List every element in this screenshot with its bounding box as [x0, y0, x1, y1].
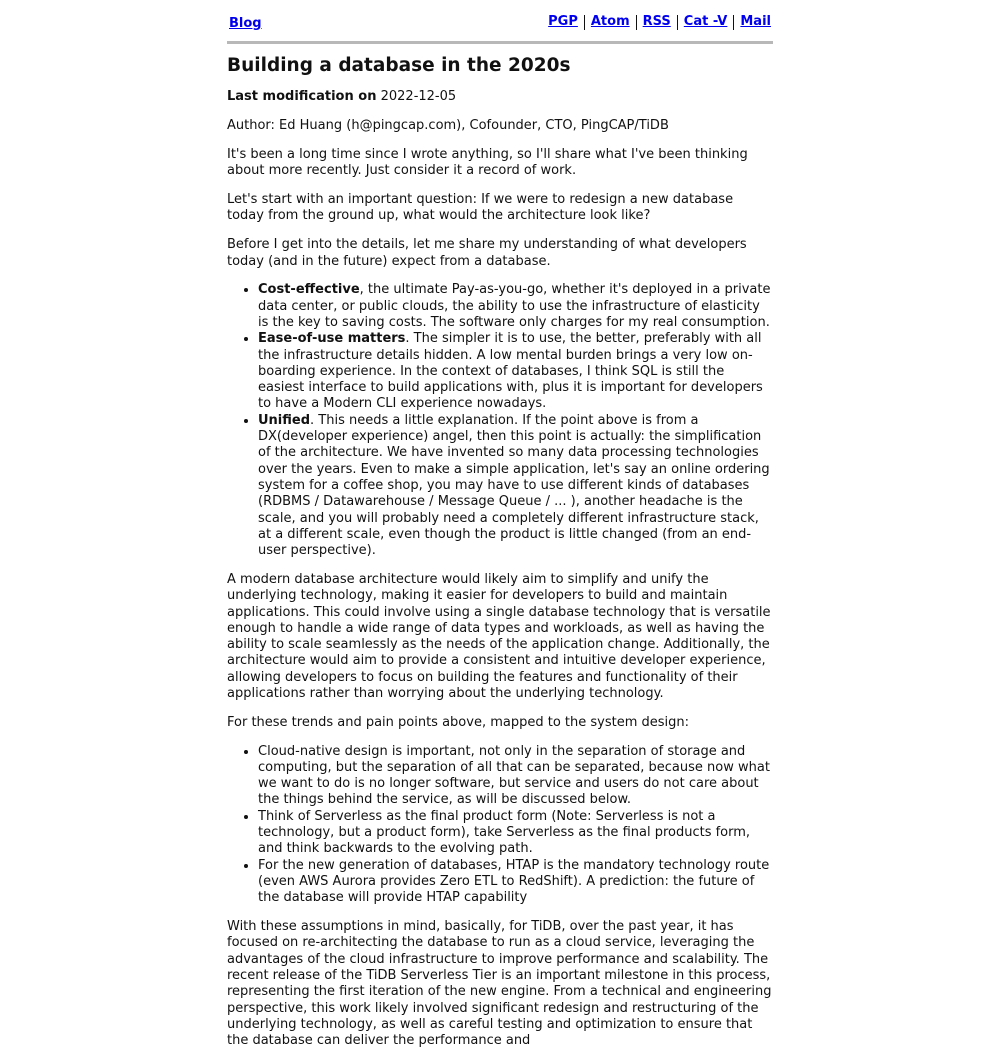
paragraph-tidb: With these assumptions in mind, basically, for TiDB, over the past year, it has focused on re-architecting the database to run as a cloud service, leveraging the advantages of the cloud infrastructure to improve performance and scalability. The recent release of the TiDB Serverless Tier is an important milestone in this process, representing the first iteration of the new engine. From a technical and engineering perspective, this work likely involved significant redesign and restructuring of the underlying technology, as well as careful testing and optimization to ensure that the database can deliver the performance and [227, 919, 772, 1049]
paragraph-architecture: A modern database architecture would likely aim to simplify and unify the underlying technology, making it easier for developers to build and maintain applications. This could involve using a single database technology that is versatile enough to handle a wide range of data types and workloads, as well as having the ability to scale seamlessly as the needs of the application change. Additionally, the architecture would aim to provide a consistent and intuitive developer experience, allowing developers to focus on building the features and functionality of their applications rather than worrying about the underlying technology. [227, 571, 771, 701]
cat-v-link[interactable]: Cat -V [683, 14, 728, 29]
design-list [227, 744, 773, 907]
modification-date: 2022-12-05 [380, 89, 457, 104]
pgp-link[interactable]: PGP [548, 14, 578, 29]
blog-link[interactable]: Blog [229, 16, 262, 31]
expectations-list [227, 282, 773, 559]
list-item-text: , the ultimate Pay-as-you-go, whether it's deployed in a private data center, or public clouds, the ability to use the infrastructure of elasticity is the key to saving costs. The software only charges for my real consumption. [258, 282, 771, 330]
list-item [258, 282, 773, 331]
list-item-term: Unified [258, 412, 311, 428]
link-separator [584, 15, 585, 30]
list-item [258, 413, 773, 560]
mail-link[interactable]: Mail [740, 14, 771, 29]
list-item-term: Ease-of-use matters [258, 331, 406, 347]
rss-link[interactable]: RSS [642, 14, 671, 29]
paragraph-trends: For these trends and pain points above, mapped to the system design: [227, 714, 690, 730]
modification-label: Last modification on [227, 89, 377, 104]
link-separator [677, 15, 678, 30]
article-title: Building a database in the 2020s [227, 55, 571, 76]
link-separator [636, 15, 637, 30]
author-line: Author: Ed Huang (h@pingcap.com), Cofounder, CTO, PingCAP/TiDB [227, 118, 669, 134]
list-item-text: . This needs a little explanation. If the point above is from a DX(developer experience) angel, then this point is actually: the simplification of the architecture. We have invented so many data processing technologies over the years. Even to make a simple application, let's say an online ordering system for a coffee shop, you may have to use different kinds of databases (RDBMS / Datawarehouse / Message Queue / ... ), another headache is the scale, and you will probably need a completely different infrastructure stack, at a different scale, even though the product is little changed (from an end-user perspective). [258, 412, 770, 559]
list-item-term: Cost-effective [258, 282, 360, 298]
top-navigation [227, 0, 773, 44]
link-separator [733, 15, 734, 30]
list-item: • For the new generation of databases, HTAP is the mandatory technology route (even AWS Aurora provides Zero ETL to RedShift). A prediction: the future of the database will provide HTAP capability [258, 858, 773, 907]
list-item: • Think of Serverless as the final product form (Note: Serverless is not a technology, but a product form), take Serverless as the final products form, and think backwards to the evolving path. [258, 809, 773, 858]
modification-line [227, 89, 773, 105]
atom-link[interactable]: Atom [590, 14, 630, 29]
list-item-text: . The simpler it is to use, the better, preferably with all the infrastructure details hidden. A low mental burden brings a very low on-boarding experience. In the context of databases, I think SQL is still the easiest interface to build applications with, plus it is important for developers to have a Modern CLI experience nowadays. [258, 331, 763, 412]
list-item: • Cloud-native design is important, not only in the separation of storage and computing, but the separation of all that can be separated, because now what we want to do is no longer software, but service and users do not care about the things behind the service, as will be discussed below. [258, 744, 773, 809]
list-item [258, 331, 773, 412]
feed-links [548, 14, 771, 30]
page [227, 0, 773, 1049]
paragraph-expectations: Before I get into the details, let me share my understanding of what developers today (and in the future) expect from a database. [227, 237, 747, 269]
paragraph-intro: It's been a long time since I wrote anything, so I'll share what I've been thinking about more recently. Just consider it a record of work. [227, 147, 748, 179]
paragraph-question: Let's start with an important question: If we were to redesign a new database today from the ground up, what would the architecture look like? [227, 192, 734, 224]
